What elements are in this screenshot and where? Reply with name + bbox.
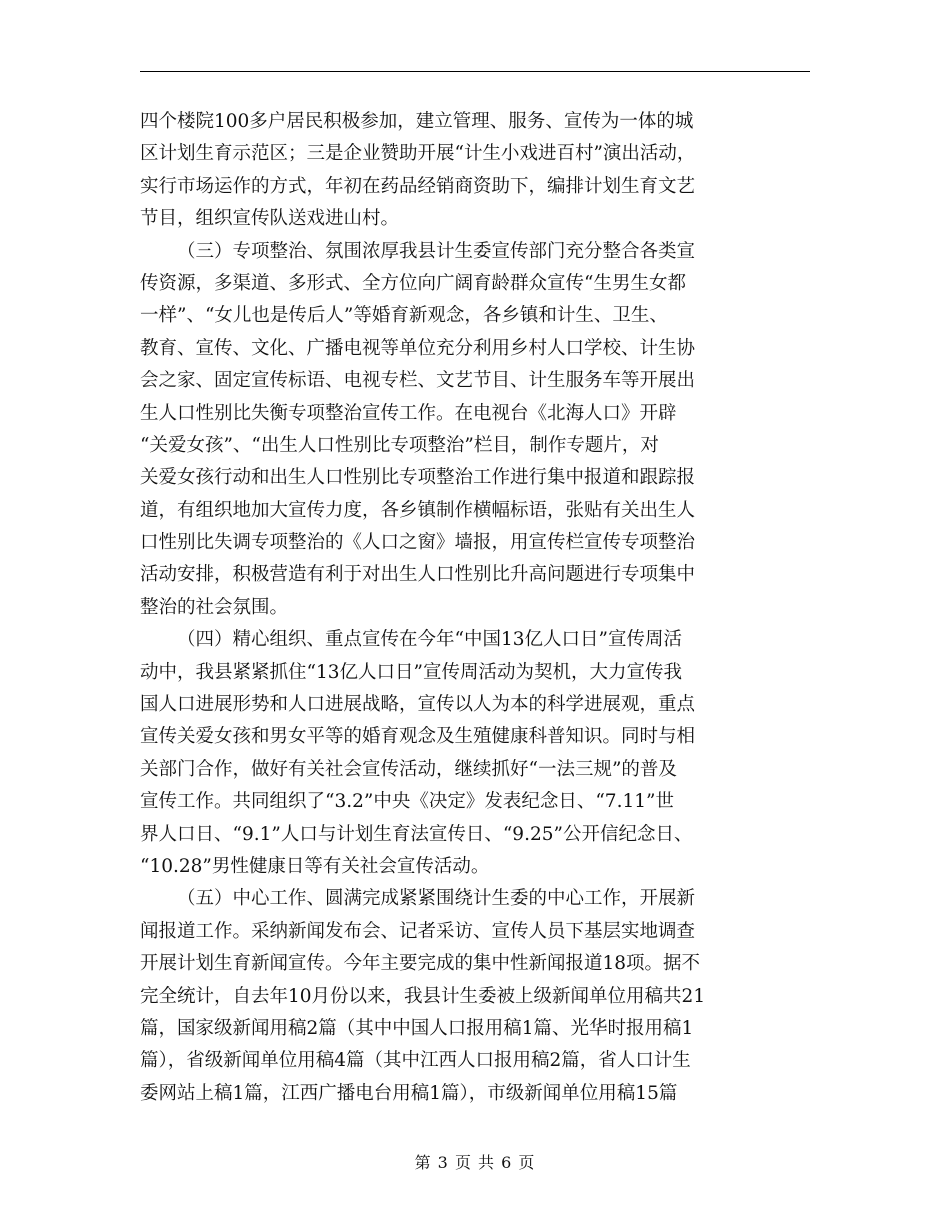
text-line: 区计划生育示范区；三是企业赞助开展“计生小戏进百村”演出活动， — [140, 143, 696, 165]
document-body — [140, 106, 810, 1110]
text-line: 闻报道工作。采纳新闻发布会、记者采访、宣传人员下基层实地调查 — [140, 920, 696, 942]
text-line: （五）中心工作、圆满完成紧紧围绕计生委的中心工作，开展新 — [177, 888, 696, 910]
page-footer: 第 3 页 共 6 页 — [414, 1153, 536, 1172]
text-line: 整治的社会氛围。 — [140, 596, 289, 618]
text-line: “10.28”男性健康日等有关社会宣传活动。 — [140, 855, 490, 877]
text-line: 节目，组织宣传队送戏进山村。 — [140, 208, 400, 230]
text-line: 道，有组织地加大宣传力度，各乡镇制作横幅标语，张贴有关出生人 — [140, 499, 696, 521]
text-line: 界人口日、“9.1”人口与计划生育法宣传日、“9.25”公开信纪念日、 — [140, 823, 693, 845]
text-line: （四）精心组织、重点宣传在今年“中国13亿人口日”宣传周活 — [177, 629, 682, 651]
text-line: 篇），省级新闻单位用稿4篇（其中江西人口报用稿2篇，省人口计生 — [140, 1050, 691, 1072]
text-line: 会之家、固定宣传标语、电视专栏、文艺节目、计生服务车等开展出 — [140, 370, 696, 392]
text-line: 活动安排，积极营造有利于对出生人口性别比升高问题进行专项集中 — [140, 564, 696, 586]
text-line: 一样”、“女儿也是传后人”等婚育新观念，各乡镇和计生、卫生、 — [140, 305, 668, 327]
text-line: （三）专项整治、氛围浓厚我县计生委宣传部门充分整合各类宣 — [177, 240, 696, 262]
text-line: 口性别比失调专项整治的《人口之窗》墙报，用宣传栏宣传专项整治 — [140, 532, 696, 554]
text-line: “关爱女孩”、“出生人口性别比专项整治”栏目，制作专题片，对 — [140, 434, 659, 456]
text-line: 传资源，多渠道、多形式、全方位向广阔育龄群众宣传“生男生女都 — [140, 272, 686, 294]
text-line: 生人口性别比失衡专项整治宣传工作。在电视台《北海人口》开辟 — [140, 402, 677, 424]
text-line: 国人口进展形势和人口进展战略，宣传以人为本的科学进展观，重点 — [140, 694, 696, 716]
text-line: 宣传工作。共同组织了“3.2”中央《决定》发表纪念日、“7.11”世 — [140, 791, 674, 813]
text-line: 篇，国家级新闻用稿2篇（其中中国人口报用稿1篇、光华时报用稿1 — [140, 1017, 694, 1039]
text-line: 委网站上稿1篇，江西广播电台用稿1篇），市级新闻单位用稿15篇 — [140, 1082, 678, 1104]
text-line: 完全统计，自去年10月份以来，我县计生委被上级新闻单位用稿共21 — [140, 985, 706, 1007]
text-line: 教育、宣传、文化、广播电视等单位充分利用乡村人口学校、计生协 — [140, 337, 696, 359]
text-line: 实行市场运作的方式，年初在药品经销商资助下，编排计划生育文艺 — [140, 175, 696, 197]
text-line: 宣传关爱女孩和男女平等的婚育观念及生殖健康科普知识。同时与相 — [140, 726, 696, 748]
text-line: 关部门合作，做好有关社会宣传活动，继续抓好“一法三规”的普及 — [140, 758, 677, 780]
header-rule — [140, 71, 810, 72]
text-line: 开展计划生育新闻宣传。今年主要完成的集中性新闻报道18项。据不 — [140, 953, 701, 975]
text-line: 关爱女孩行动和出生人口性别比专项整治工作进行集中报道和跟踪报 — [140, 467, 696, 489]
text-line: 四个楼院100多户居民积极参加，建立管理、服务、宣传为一体的城 — [140, 111, 694, 132]
text-line: 动中，我县紧紧抓住“13亿人口日”宣传周活动为契机，大力宣传我 — [140, 661, 682, 683]
